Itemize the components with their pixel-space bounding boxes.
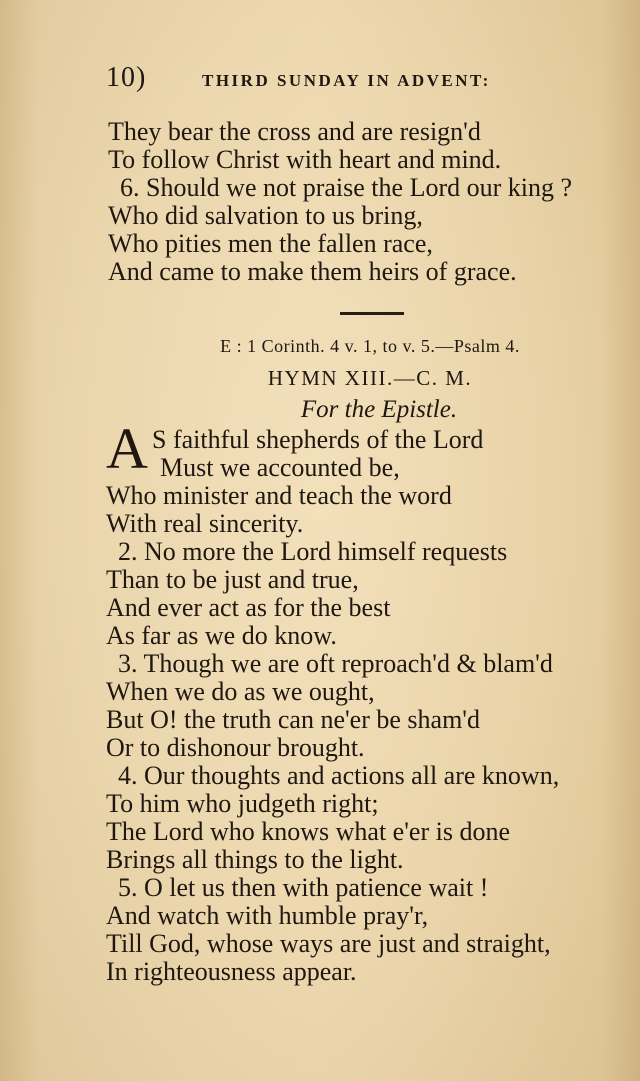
verse-line: Who minister and teach the word [106, 481, 452, 510]
verse-line: And came to make them heirs of grace. [108, 257, 517, 286]
verse-line: 4. Our thoughts and actions all are known, [118, 761, 560, 790]
verse-line: The Lord who knows what e'er is done [106, 817, 510, 846]
verse-line: S faithful shepherds of the Lord [152, 425, 484, 454]
verse-line: But O! the truth can ne'er be sham'd [106, 705, 480, 734]
verse-line: In righteousness appear. [106, 957, 357, 986]
verse-line: To him who judgeth right; [106, 789, 379, 818]
verse-line: Must we accounted be, [160, 453, 400, 482]
verse-line: Than to be just and true, [106, 565, 359, 594]
verse-line: 5. O let us then with patience wait ! [118, 873, 489, 902]
drop-cap: A [106, 416, 148, 481]
verse-line: When we do as we ought, [106, 677, 375, 706]
page-header [106, 62, 636, 98]
verse-line: They bear the cross and are resign'd [108, 117, 481, 146]
verse-line: 2. No more the Lord himself requests [118, 537, 508, 566]
scripture-reference: E : 1 Corinth. 4 v. 1, to v. 5.—Psalm 4. [220, 336, 520, 356]
verse-line: Or to dishonour brought. [106, 733, 365, 762]
hymn-subtitle: For the Epistle. [300, 396, 458, 423]
section-divider [340, 312, 404, 315]
verse-line: Who pities men the fallen race, [108, 229, 433, 258]
verse-line: Brings all things to the light. [106, 845, 404, 874]
verse-line: With real sincerity. [106, 509, 304, 538]
verse-line: To follow Christ with heart and mind. [108, 145, 502, 174]
verse-line: 3. Though we are oft reproach'd & blam'd [118, 649, 553, 678]
hymn-title: HYMN XIII.—C. M. [267, 366, 473, 390]
page-number: 10) [106, 62, 147, 93]
verse-line: 6. Should we not praise the Lord our king ? [120, 173, 573, 202]
verse-line: As far as we do know. [106, 621, 337, 650]
verse-line: Till God, whose ways are just and straight, [106, 929, 551, 958]
running-head: THIRD SUNDAY IN ADVENT: [202, 71, 491, 90]
verse-line: Who did salvation to us bring, [108, 201, 423, 230]
verse-line: And watch with humble pray'r, [106, 901, 429, 930]
verse-line: And ever act as for the best [106, 593, 391, 622]
